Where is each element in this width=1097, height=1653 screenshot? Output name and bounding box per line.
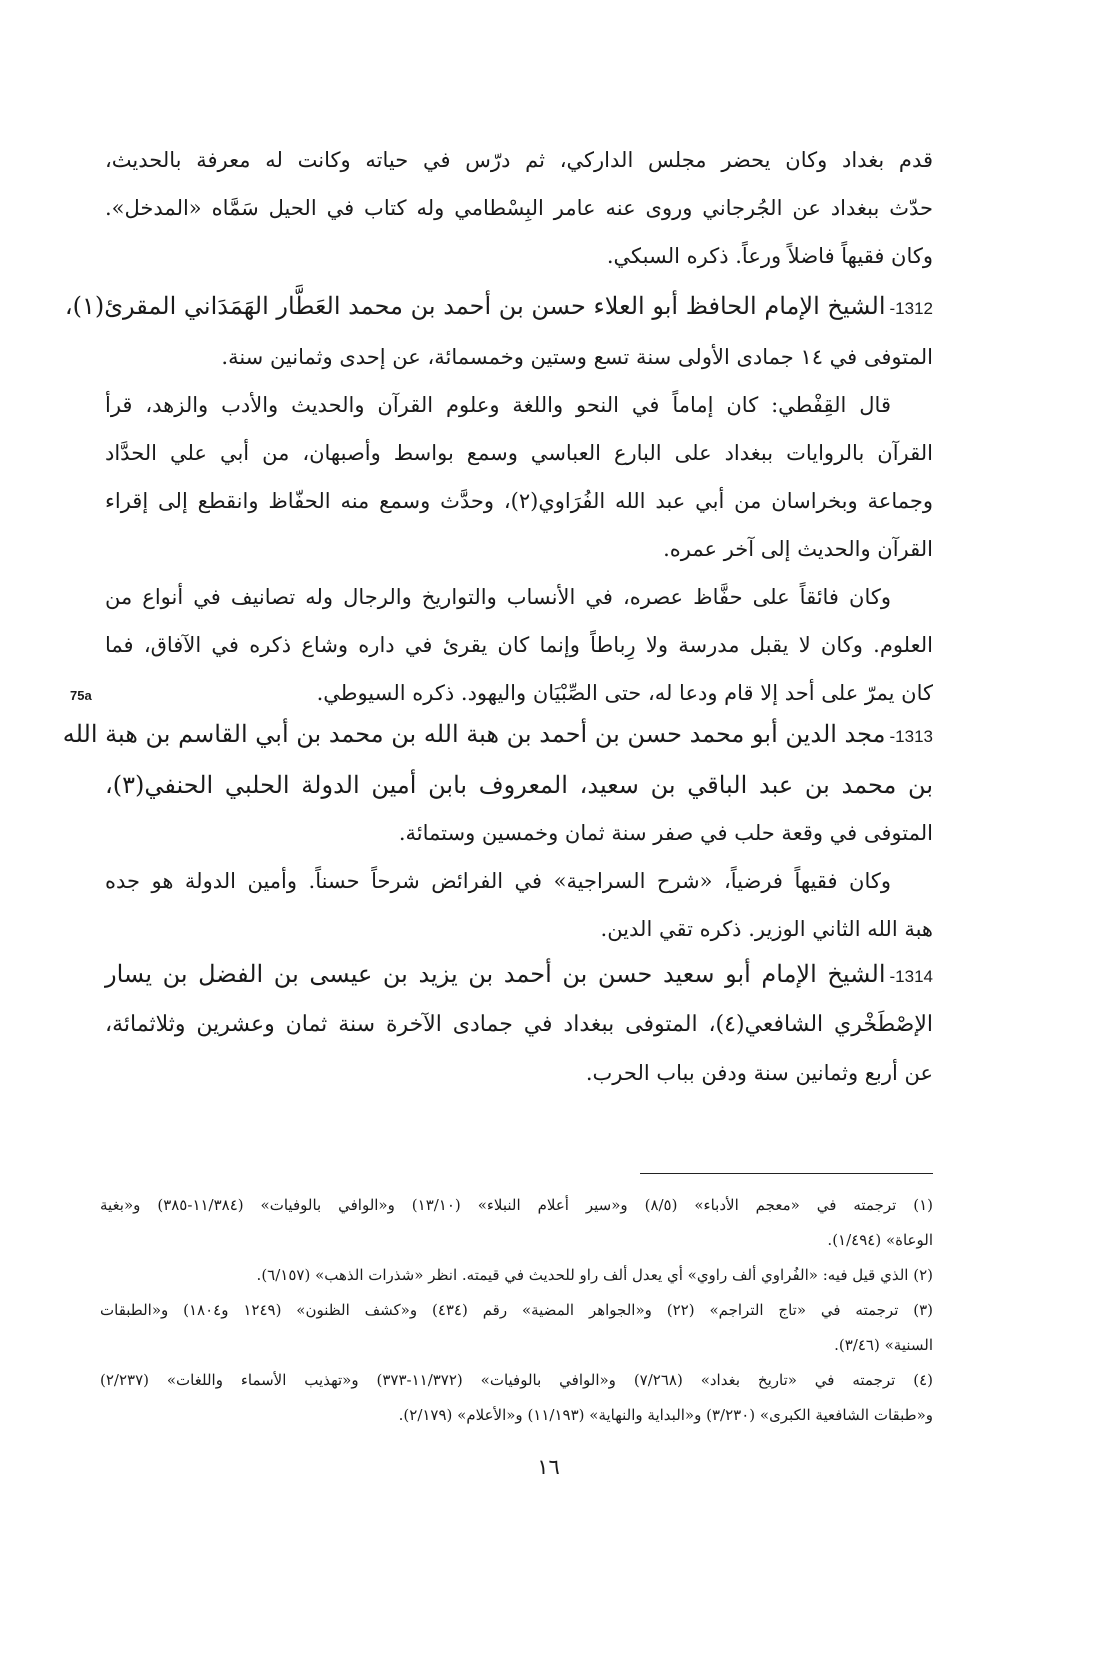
footnote-line: السنية» (٣/٤٦). (834, 1336, 933, 1354)
marginal-note: 75a (70, 688, 92, 703)
text-line: قال القِفْطي: كان إماماً في النحو واللغة وعلوم القرآن والحديث والأدب والزهد، قرأ (105, 393, 891, 417)
entry-head-line: 1312-الشيخ الإمام الحافظ أبو العلاء حسن بن أحمد بن محمد العَطَّار الهَمَدَاني المقرئ(١)، (64, 292, 933, 320)
text-line: كان يمرّ على أحد إلا قام ودعا له، حتى الصِّبْيَان واليهود. ذكره السيوطي. (316, 681, 933, 705)
text-line: قدم بغداد وكان يحضر مجلس الداركي، ثم درّس في حياته وكانت له معرفة بالحديث، (105, 148, 933, 172)
footnote-line: (٤) ترجمته في «تاريخ بغداد» (٧/٢٦٨) و«الوافي بالوفيات» (١١/٣٧٢-٣٧٣) و«تهذيب الأسماء واللغات» (٢/٢٣٧) (100, 1371, 933, 1389)
footnote-line: (١) ترجمته في «معجم الأدباء» (٨/٥) و«سير أعلام النبلاء» (١٣/١٠) و«الوافي بالوفيات» (١١/٣٨٤-٣٨٥) و«بغية (100, 1196, 933, 1214)
footnote-line: (٣) ترجمته في «تاج التراجم» (٢٢) و«الجواهر المضية» رقم (٤٣٤) و«كشف الظنون» (١٢٤٩ و١٨٠٤) و«الطبقات (100, 1301, 934, 1319)
footnotes (100, 1188, 933, 1433)
footnote-line: الوعاة» (١/٤٩٤). (827, 1231, 933, 1249)
footnote-line: و«طبقات الشافعية الكبرى» (٣/٢٣٠) و«البداية والنهاية» (١١/١٩٣) و«الأعلام» (٢/١٧٩). (398, 1406, 933, 1424)
text-line: وجماعة وبخراسان من أبي عبد الله الفُرَاوي(٢)، وحدَّث وسمع منه الحفّاظ وانقطع إلى إقراء (105, 489, 933, 513)
text-line: القرآن بالروايات ببغداد على البارع العباسي وسمع بواسط وأصبهان، من أبي علي الحدَّاد (105, 441, 933, 465)
entry-number: 1313- (889, 727, 933, 746)
footnote-line: (٢) الذي قيل فيه: «الفُراوي ألف راوي» أي يعدل ألف راو للحديث في قيمته. انظر «شذرات الذهب» (٦/١٥٧). (256, 1266, 933, 1284)
text-line: القرآن والحديث إلى آخر عمره. (663, 537, 933, 561)
footnote-separator (640, 1173, 933, 1174)
text-line: وكان فقيهاً فرضياً، «شرح السراجية» في الفرائض شرحاً حسناً. وأمين الدولة هو جده (105, 869, 891, 893)
entry-head-line: 1314-الشيخ الإمام أبو سعيد حسن بن أحمد بن يزيد بن عيسى بن الفضل بن يسار (105, 960, 933, 988)
entry-number: 1312- (889, 299, 933, 318)
intro-block (105, 136, 933, 280)
text-line: وكان فائقاً على حفَّاظ عصره، في الأنساب والتواريخ والرجال وله تصانيف في أنواع من (105, 585, 891, 609)
entry-1313 (62, 710, 933, 953)
entry-number: 1314- (889, 967, 933, 986)
entry-head-line: بن محمد بن عبد الباقي بن سعيد، المعروف بابن أمين الدولة الحلبي الحنفي(٣)، (105, 771, 933, 799)
entry-head-line: 1313-مجد الدين أبو محمد حسن بن أحمد بن هبة الله بن محمد بن أبي القاسم بن هبة الله (62, 720, 933, 748)
entry-head-line: عن أربع وثمانين سنة ودفن بباب الحرب. (585, 1061, 933, 1085)
entry-1314 (105, 950, 933, 1097)
text-line: هبة الله الثاني الوزير. ذكره تقي الدين. (600, 917, 933, 941)
entry-head-line: الإصْطَخْري الشافعي(٤)، المتوفى ببغداد في جمادى الآخرة سنة ثمان وعشرين وثلاثمائة، (105, 1012, 933, 1037)
entry-head-line: المتوفى في وقعة حلب في صفر سنة ثمان وخمسين وستمائة. (398, 821, 933, 845)
page-number: ١٦ (537, 1455, 560, 1479)
text-line: العلوم. وكان لا يقبل مدرسة ولا رِباطاً وإنما كان يقرئ في داره وشاع ذكره في الآفاق، فما (105, 633, 933, 657)
text-line: وكان فقيهاً فاضلاً ورعاً. ذكره السبكي. (606, 244, 933, 268)
text-line: حدّث ببغداد عن الجُرجاني وروى عنه عامر البِسْطامي وله كتاب في الحيل سَمَّاه «المدخل». (105, 196, 933, 220)
entry-head-line: المتوفى في ١٤ جمادى الأولى سنة تسع وستين وخمسمائة، عن إحدى وثمانين سنة. (221, 345, 933, 369)
